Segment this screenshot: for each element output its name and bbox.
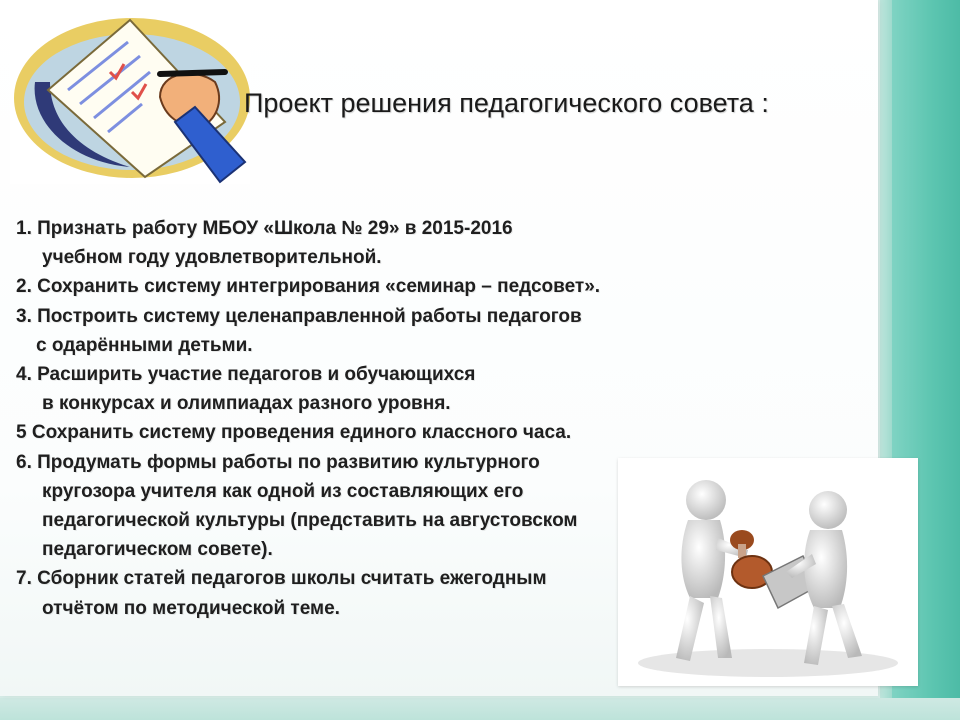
list-item-line: 6. Продумать формы работы по развитию культурного xyxy=(16,451,540,473)
list-item-line: 5 Сохранить систему проведения единого классного часа. xyxy=(16,422,572,444)
list-item-line: в конкурсах и олимпиадах разного уровня. xyxy=(42,393,451,415)
list-item xyxy=(16,272,776,301)
list-item-line: с одарёнными детьми. xyxy=(36,334,253,356)
slide-title: Проект решения педагогического совета : xyxy=(244,88,769,118)
list-item-line: учебном году удовлетворительной. xyxy=(42,247,382,269)
list-item xyxy=(16,214,776,272)
list-item-line: отчётом по методической теме. xyxy=(42,597,340,619)
hand-writing-icon xyxy=(10,12,250,184)
list-item-line: 4. Расширить участие педагогов и обучающихся xyxy=(16,364,476,386)
list-item-line: 3. Построить систему целенаправленной работы педагогов xyxy=(16,305,582,327)
two-figures-stamp-icon xyxy=(618,458,918,686)
list-item xyxy=(16,360,776,418)
list-item-line: 7. Сборник статей педагогов школы считать ежегодным xyxy=(16,568,547,590)
list-item xyxy=(16,418,776,447)
decor-band-bottom xyxy=(0,698,960,720)
list-item-line: 2. Сохранить систему интегрирования «семинар – педсовет». xyxy=(16,276,601,298)
list-item-line: 1. Признать работу МБОУ «Школа № 29» в 2015-2016 xyxy=(16,218,513,239)
list-item-line: кругозора учителя как одной из составляющих его xyxy=(42,480,524,502)
list-item-line: педагогическом совете). xyxy=(42,539,273,561)
list-item xyxy=(16,302,776,360)
list-item-line: педагогической культуры (представить на августовском xyxy=(42,510,578,532)
